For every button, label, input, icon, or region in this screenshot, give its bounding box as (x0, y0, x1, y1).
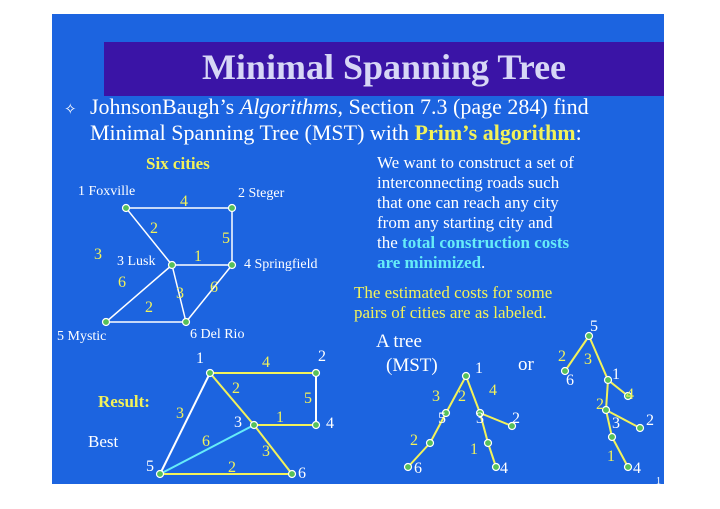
tree-a-label-2: (MST) (386, 355, 438, 376)
description-line-1: We want to construct a set of (377, 153, 574, 172)
page-number: 1 (656, 476, 661, 487)
tree-a-weight-4: 4 (489, 382, 497, 399)
description-line-6-end: . (481, 253, 486, 272)
tree-a-node-label-5: 5 (438, 410, 446, 427)
weight-2-4: 5 (222, 230, 230, 247)
slide-title: Minimal Spanning Tree (201, 47, 567, 87)
description-line-4: from any starting city and (377, 213, 553, 232)
node-foxville (123, 205, 130, 212)
are-minimized: are minimized (377, 253, 482, 272)
result-node-label-5: 5 (146, 458, 154, 475)
tree-a-weight-1: 1 (470, 441, 478, 458)
result-weight-2: 2 (232, 380, 240, 397)
result-edge-3-6 (254, 425, 292, 474)
description-line-3: that one can reach any city (377, 193, 559, 212)
tree-a-node-label-1: 1 (475, 360, 483, 377)
tree-a-node-mid-left (427, 440, 434, 447)
result-node-label-2: 2 (318, 348, 326, 365)
tree-b-edge-1-3 (606, 380, 608, 410)
description-line-2: interconnecting roads such (377, 173, 560, 192)
weight-1-3: 2 (150, 220, 158, 237)
weight-4-6: 6 (210, 279, 218, 296)
bullet-line-2-text-a: Minimal Spanning Tree (MST) with (90, 120, 415, 145)
prims-algorithm: Prim’s algorithm (414, 120, 576, 145)
city-label-mystic: 5 Mystic (57, 329, 107, 344)
result-weight-5: 5 (304, 390, 312, 407)
total-construction-costs: total construction costs (402, 233, 570, 252)
weight-1-2: 4 (180, 193, 188, 210)
weight-3-5: 3 (94, 246, 102, 263)
tree-a-node-label-4: 4 (500, 460, 508, 477)
weight-3-6: 6 (118, 274, 126, 291)
costs-note-line-2: pairs of cities are as labeled. (354, 303, 547, 322)
tree-a-node-4 (493, 464, 500, 471)
tree-b-weight-2b: 2 (596, 396, 604, 413)
result-node-5 (157, 471, 164, 478)
tree-a-node-mid-right (485, 440, 492, 447)
tree-b-node-mid (609, 434, 616, 441)
weight-5-6: 2 (145, 299, 153, 316)
best-label: Best (88, 432, 119, 451)
result-node-6 (289, 471, 296, 478)
tree-a-edge-1-3 (466, 376, 480, 413)
result-label: Result: (98, 392, 150, 411)
tree-b-weight-3: 3 (584, 351, 592, 368)
result-weight-6: 6 (202, 433, 210, 450)
node-springfield (229, 262, 236, 269)
bullet-line-1-text-c: , Section 7.3 (page 284) find (337, 94, 589, 119)
tree-a-node-label-2: 2 (512, 410, 520, 427)
result-weight-4: 4 (262, 354, 270, 371)
tree-a-label-1: A tree (376, 331, 422, 352)
tree-a-weight-3: 3 (432, 388, 440, 405)
book-title: Algorithms (239, 94, 338, 119)
tree-b-node-label-3: 3 (612, 415, 620, 432)
node-steger (229, 205, 236, 212)
tree-a-node-label-6: 6 (414, 460, 422, 477)
result-node-4 (313, 422, 320, 429)
bullet-icon: ✧ (64, 102, 77, 118)
tree-b-node-4 (625, 464, 632, 471)
node-lusk (169, 262, 176, 269)
weight-3-4: 1 (194, 248, 202, 265)
or-label: or (518, 354, 534, 375)
result-weight-2b: 2 (228, 459, 236, 476)
tree-b-weight-2: 2 (558, 348, 566, 365)
edge-3-5 (106, 265, 172, 322)
node-mystic (103, 319, 110, 326)
city-label-springfield: 4 Springfield (244, 257, 318, 272)
result-node-label-6: 6 (298, 465, 306, 482)
city-label-lusk: 3 Lusk (117, 254, 156, 269)
result-node-1 (207, 370, 214, 377)
result-weight-3: 3 (176, 405, 184, 422)
tree-a-weight-2b: 2 (410, 432, 418, 449)
tree-b-node-label-2: 2 (646, 412, 654, 429)
tree-b-node-label-1: 1 (612, 366, 620, 383)
weight-mid: 3 (176, 285, 184, 302)
city-label-delrio: 6 Del Rio (190, 327, 245, 342)
city-label-steger: 2 Steger (238, 186, 285, 201)
result-node-label-1: 1 (196, 350, 204, 367)
bullet-line-2-text-c: : (575, 120, 582, 145)
result-weight-3b: 3 (262, 443, 270, 460)
tree-a-node-label-3: 3 (476, 410, 484, 427)
tree-a-edge-3-2 (480, 413, 512, 426)
tree-b-weight-4: 4 (626, 386, 634, 403)
tree-b-weight-1: 1 (607, 448, 615, 465)
result-node-3 (251, 422, 258, 429)
tree-b-node-2 (637, 425, 644, 432)
six-cities-heading: Six cities (146, 154, 210, 173)
result-weight-1: 1 (276, 409, 284, 426)
description-line-5-a: the (377, 233, 403, 252)
result-node-label-3: 3 (234, 414, 242, 431)
result-node-label-4: 4 (326, 415, 334, 432)
bullet-line-1-text-a: JohnsonBaugh’s (90, 94, 240, 119)
result-node-2 (313, 370, 320, 377)
tree-b-node-label-4: 4 (633, 460, 641, 477)
result-edge-1-5 (160, 373, 210, 474)
tree-a-weight-2: 2 (458, 388, 466, 405)
edge-4-6 (186, 265, 232, 322)
tree-b-node-1 (605, 377, 612, 384)
tree-a-node-1 (463, 373, 470, 380)
costs-note-line-1: The estimated costs for some (354, 283, 553, 302)
node-delrio (183, 319, 190, 326)
tree-b-node-label-6: 6 (566, 372, 574, 389)
tree-a-node-6 (405, 464, 412, 471)
tree-b-node-label-5: 5 (590, 318, 598, 335)
city-label-foxville: 1 Foxville (78, 184, 136, 199)
